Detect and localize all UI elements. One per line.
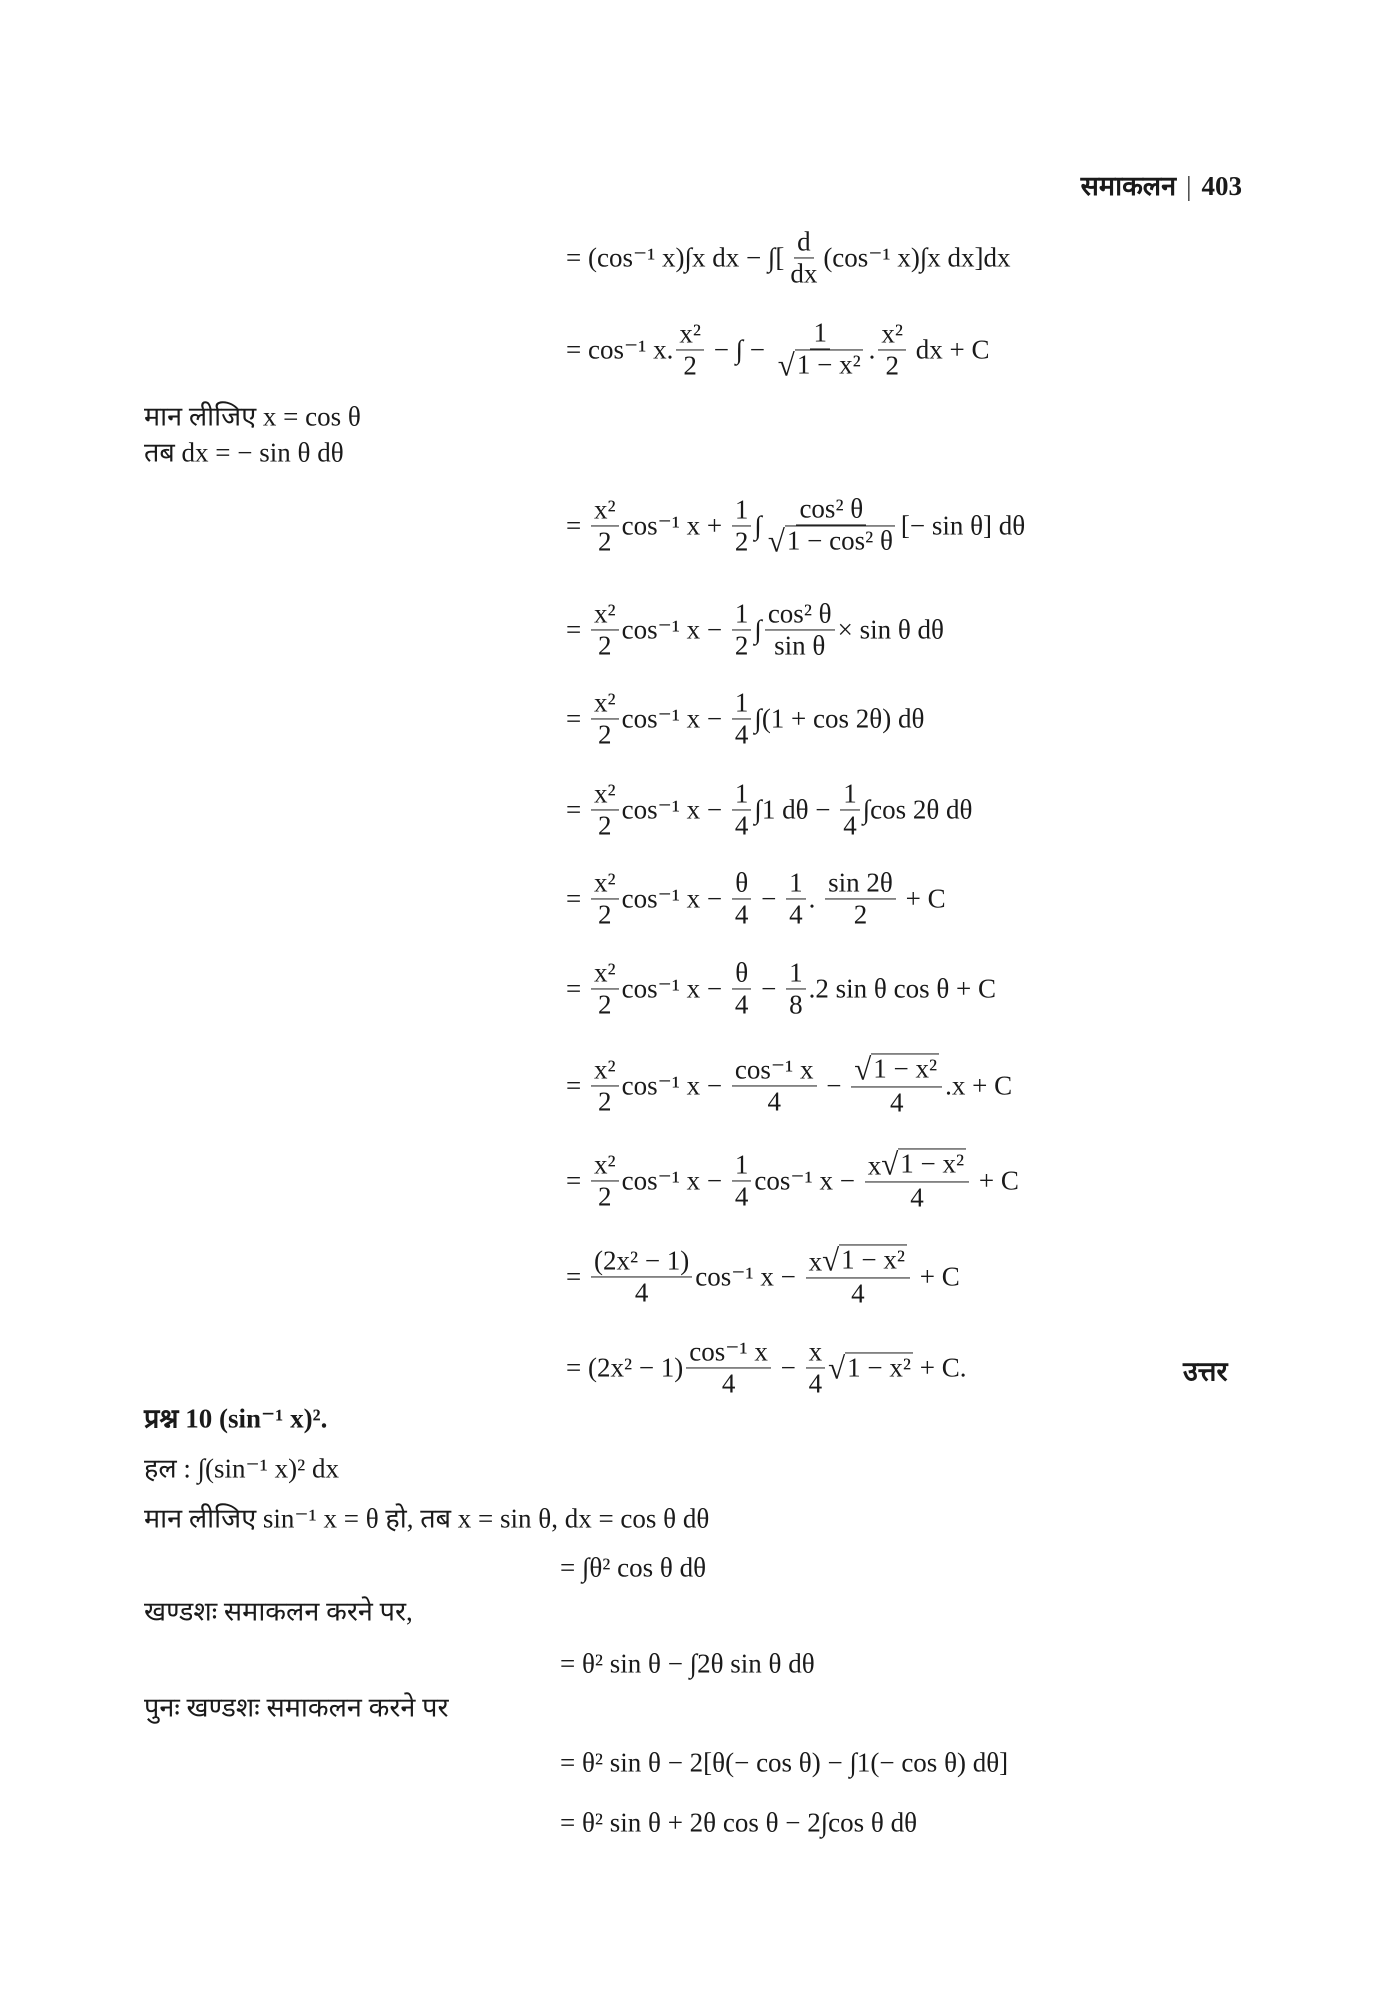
math-text: x [808,1246,823,1277]
math-text: = [566,794,588,825]
fraction [786,957,806,1020]
substitution-text: मान लीजिए sin⁻¹ x = θ हो, तब x = sin θ, dx = cos θ dθ [144,1503,710,1534]
math-text: − [754,973,784,1004]
numerator [732,1054,817,1086]
radicand: 1 − x² [873,1053,938,1084]
denominator [806,1369,826,1400]
denominator [786,900,806,931]
math-text: 1 [734,687,749,718]
fraction [865,1148,969,1213]
math-text: 2 [734,630,749,661]
math-text: cos⁻¹ x − [621,1165,729,1196]
denominator [732,720,752,751]
math-text: = [566,973,588,1004]
math-text: + C [913,1261,960,1292]
math-text: ∫ [754,510,762,541]
fraction [732,687,752,750]
equation-line [566,493,1025,558]
math-text: = [566,1261,588,1292]
math-text: cos⁻¹ x − [695,1261,803,1292]
radical-sign: √ [822,1242,840,1278]
math-text: x² [593,867,616,898]
math-text: = [566,1070,588,1101]
equation-line [566,1336,966,1399]
fraction [787,226,820,289]
numerator [732,687,752,719]
fraction [591,867,619,930]
fraction [765,493,898,558]
denominator [732,900,752,931]
fraction [765,598,835,661]
numerator [806,1336,826,1368]
math-text: − [819,1070,849,1101]
numerator [591,494,619,526]
math-text: 1 [789,957,803,988]
math-text: 2 [853,899,868,930]
numerator [591,778,619,810]
again-by-parts-text: पुनः खण्डशः समाकलन करने पर [144,1692,449,1723]
equation-line [566,867,946,930]
math-text: θ [735,867,749,898]
math-text: sin θ [774,630,826,661]
fraction [732,778,752,841]
by-parts-text: खण्डशः समाकलन करने पर, [144,1596,413,1627]
numerator [840,778,860,810]
math-text: = (cos⁻¹ x)∫x dx − ∫[ [566,242,785,273]
math-text: + C [898,883,946,914]
header-divider: | [1186,171,1192,201]
math-text: dx + C [909,334,990,365]
math-text: 1 [789,867,803,898]
chapter-title: समाकलन [1080,171,1177,201]
substitution-text: मान लीजिए x = cos θ [144,401,361,432]
math-text: × sin θ dθ [837,614,944,645]
math-text: 4 [734,899,749,930]
math-text: d [797,226,811,257]
math-text: = (2x² − 1) [566,1352,684,1383]
fraction [686,1336,771,1399]
math-text: 1 [843,778,857,809]
math-text: 4 [889,1087,904,1118]
numerator [878,318,906,350]
denominator [732,811,752,842]
math-text: 4 [734,989,749,1020]
page-number: 403 [1201,171,1242,201]
square-root [881,1146,966,1182]
math-text: 2 [598,719,612,750]
fraction [591,957,619,1020]
denominator [732,527,752,558]
math-text: 1 [734,1149,749,1180]
fraction [591,687,619,750]
question-heading: प्रश्न 10 (sin⁻¹ x)². [144,1403,328,1434]
math-text: 2 [598,526,612,557]
math-text: 2 [885,350,899,381]
fraction [732,867,752,930]
numerator [591,598,619,630]
math-text: 2 [598,899,612,930]
math-text: + C. [912,1352,967,1383]
math-text: .2 sin θ cos θ + C [808,973,997,1004]
math-text: − [773,1352,803,1383]
denominator [882,351,902,382]
math-text: 4 [808,1368,823,1399]
math-text: 4 [767,1086,781,1117]
math-text: 4 [734,719,749,750]
math-text: 2 [683,350,697,381]
numerator [591,687,619,719]
math-text: x² [593,598,616,629]
math-text: = θ² sin θ − ∫2θ sin θ dθ [560,1648,815,1679]
square-root [777,347,863,383]
denominator [595,990,615,1021]
math-text: 4 [634,1277,649,1308]
math-text: 1 [734,778,749,809]
math-text: 2 [598,1086,612,1117]
math-text: 1 [734,494,749,525]
denominator [764,1087,784,1118]
math-text: 4 [734,810,749,841]
math-text: [− sin θ] dθ [900,510,1026,541]
equation-line [560,1649,815,1680]
math-text: = [566,614,588,645]
solution-start: हल : ∫(sin⁻¹ x)² dx [144,1453,339,1484]
numerator [732,778,752,810]
square-root [828,1350,913,1386]
math-text: x [808,1336,823,1367]
fraction [786,867,806,930]
denominator [887,1088,907,1119]
numerator [676,318,704,350]
denominator [786,990,806,1021]
numerator [825,867,896,899]
numerator [686,1336,771,1368]
math-text: − ∫ − [706,334,772,365]
equation-line [566,226,1011,289]
math-text: 4 [721,1368,736,1399]
denominator [732,631,752,662]
math-text: cos⁻¹ x − [621,883,729,914]
radical-sign: √ [777,347,795,383]
math-text: x [867,1150,882,1181]
math-text: . [868,334,876,365]
numerator [591,1245,692,1277]
numerator [732,867,751,899]
numerator [591,1149,619,1181]
numerator [786,867,806,899]
math-text: cos⁻¹ x − [621,614,729,645]
numerator [810,317,830,349]
numerator [732,598,752,630]
math-text: cos⁻¹ x − [754,1165,862,1196]
equation-line [566,1053,1012,1118]
fraction [591,598,619,661]
math-text: − [754,883,784,914]
math-text: 2 [598,1181,612,1212]
denominator [595,811,615,842]
fraction [840,778,860,841]
square-root [822,1242,907,1278]
radicand: 1 − x² [841,1244,905,1275]
equation-line [566,598,944,661]
denominator [907,1183,927,1214]
page-header [1081,166,1242,203]
math-text: θ [735,957,749,988]
numerator [794,226,814,258]
fraction [732,494,752,557]
radical-sign: √ [881,1146,899,1182]
math-text: x² [593,494,616,525]
numerator [732,957,751,989]
numerator [732,494,752,526]
math-text: cos² θ [799,493,864,524]
denominator [775,347,866,383]
equation-line [566,778,973,841]
denominator [595,1087,615,1118]
math-text: x² [593,1149,616,1180]
math-text: cos⁻¹ x − [621,1070,729,1101]
math-text: 4 [734,1181,749,1212]
math-text: 8 [789,989,803,1020]
denominator [848,1279,868,1310]
numerator [765,598,835,630]
math-text: ∫ [754,614,762,645]
math-text: 2 [598,810,612,841]
math-text: x² [593,957,616,988]
math-text: dx [790,258,818,289]
numerator [591,867,619,899]
math-text: x² [881,318,904,349]
math-text: cos⁻¹ x − [621,973,729,1004]
equation-line [566,957,996,1020]
math-text: cos⁻¹ x + [621,510,729,541]
math-text: cos⁻¹ x [689,1336,768,1367]
math-text: 4 [851,1278,865,1309]
denominator [771,631,828,662]
math-text: 1 [734,598,749,629]
equation-line [566,1148,1019,1213]
fraction [851,1053,942,1118]
fraction [591,1054,619,1117]
math-text: cos⁻¹ x − [621,703,729,734]
fraction [591,494,619,557]
fraction [732,598,752,661]
denominator [719,1369,739,1400]
radicand: 1 − x² [796,349,861,380]
math-text: ∫cos 2θ dθ [862,794,973,825]
fraction [825,867,896,930]
fraction [732,1149,752,1212]
fraction [676,318,704,381]
answer-label: उत्तर [1183,1356,1228,1387]
fraction [806,1244,910,1309]
denominator [595,900,615,931]
math-text: = cos⁻¹ x. [566,334,674,365]
math-text: sin 2θ [828,867,893,898]
radical-sign: √ [854,1051,872,1087]
fraction [591,778,619,841]
math-text: x² [593,687,616,718]
numerator [851,1053,942,1087]
radical-sign: √ [767,523,785,559]
denominator [840,811,860,842]
denominator [732,990,752,1021]
math-text: .x + C [945,1070,1013,1101]
fraction [732,1054,817,1117]
fraction [806,1336,826,1399]
equation-line [566,317,990,382]
fraction [591,1149,619,1212]
math-text: 2 [598,989,612,1020]
denominator [595,631,615,662]
equation-line [566,687,924,750]
math-text: 4 [789,899,803,930]
math-text: = [566,703,588,734]
math-text: x² [593,1054,616,1085]
fraction [775,317,866,382]
denominator [595,1182,615,1213]
numerator [806,1244,910,1278]
math-text: x² [679,318,701,349]
denominator [595,527,615,558]
math-text: ∫(1 + cos 2θ) dθ [754,703,925,734]
numerator [865,1148,969,1182]
denominator [680,351,700,382]
math-text: 2 [734,526,749,557]
math-text: 4 [843,810,857,841]
denominator [632,1278,652,1309]
equation-line [560,1808,917,1839]
fraction [878,318,906,381]
math-text: = [566,510,588,541]
numerator [732,1149,752,1181]
equation-line [560,1748,1008,1779]
square-root [767,523,895,559]
math-text: x² [593,778,616,809]
math-text: + C [972,1165,1019,1196]
math-text: = θ² sin θ − 2[θ(− cos θ) − ∫1(− cos θ) dθ] [560,1747,1009,1778]
math-text: = θ² sin θ + 2θ cos θ − 2∫cos θ dθ [560,1807,918,1838]
math-text: = [566,883,588,914]
math-text: cos² θ [767,598,832,629]
denominator [787,259,820,290]
numerator [786,957,806,989]
math-text: ∫1 dθ − [754,794,838,825]
square-root [854,1051,939,1087]
math-text: = ∫θ² cos θ dθ [560,1552,707,1583]
fraction [732,957,752,1020]
differential-text: तब dx = − sin θ dθ [144,437,344,468]
denominator [595,720,615,751]
equation-line [566,1244,960,1309]
radical-sign: √ [828,1350,846,1386]
radicand: 1 − cos² θ [786,525,893,556]
math-text: = [566,1165,588,1196]
fraction [591,1245,692,1308]
numerator [591,1054,619,1086]
math-text: (cos⁻¹ x)∫x dx]dx [823,242,1011,273]
radicand: 1 − x² [900,1148,965,1179]
equation-line [560,1553,706,1584]
math-text: cos⁻¹ x [734,1054,814,1085]
math-text: 4 [910,1182,924,1213]
radicand: 1 − x² [847,1352,911,1383]
math-text: 1 [813,317,827,348]
math-text: cos⁻¹ x − [621,794,729,825]
math-text: 2 [598,630,612,661]
denominator [765,523,898,559]
math-text: (2x² − 1) [593,1245,690,1276]
numerator [591,957,619,989]
math-text: . [808,883,823,914]
denominator [732,1182,752,1213]
denominator [851,900,871,931]
numerator [796,493,866,525]
